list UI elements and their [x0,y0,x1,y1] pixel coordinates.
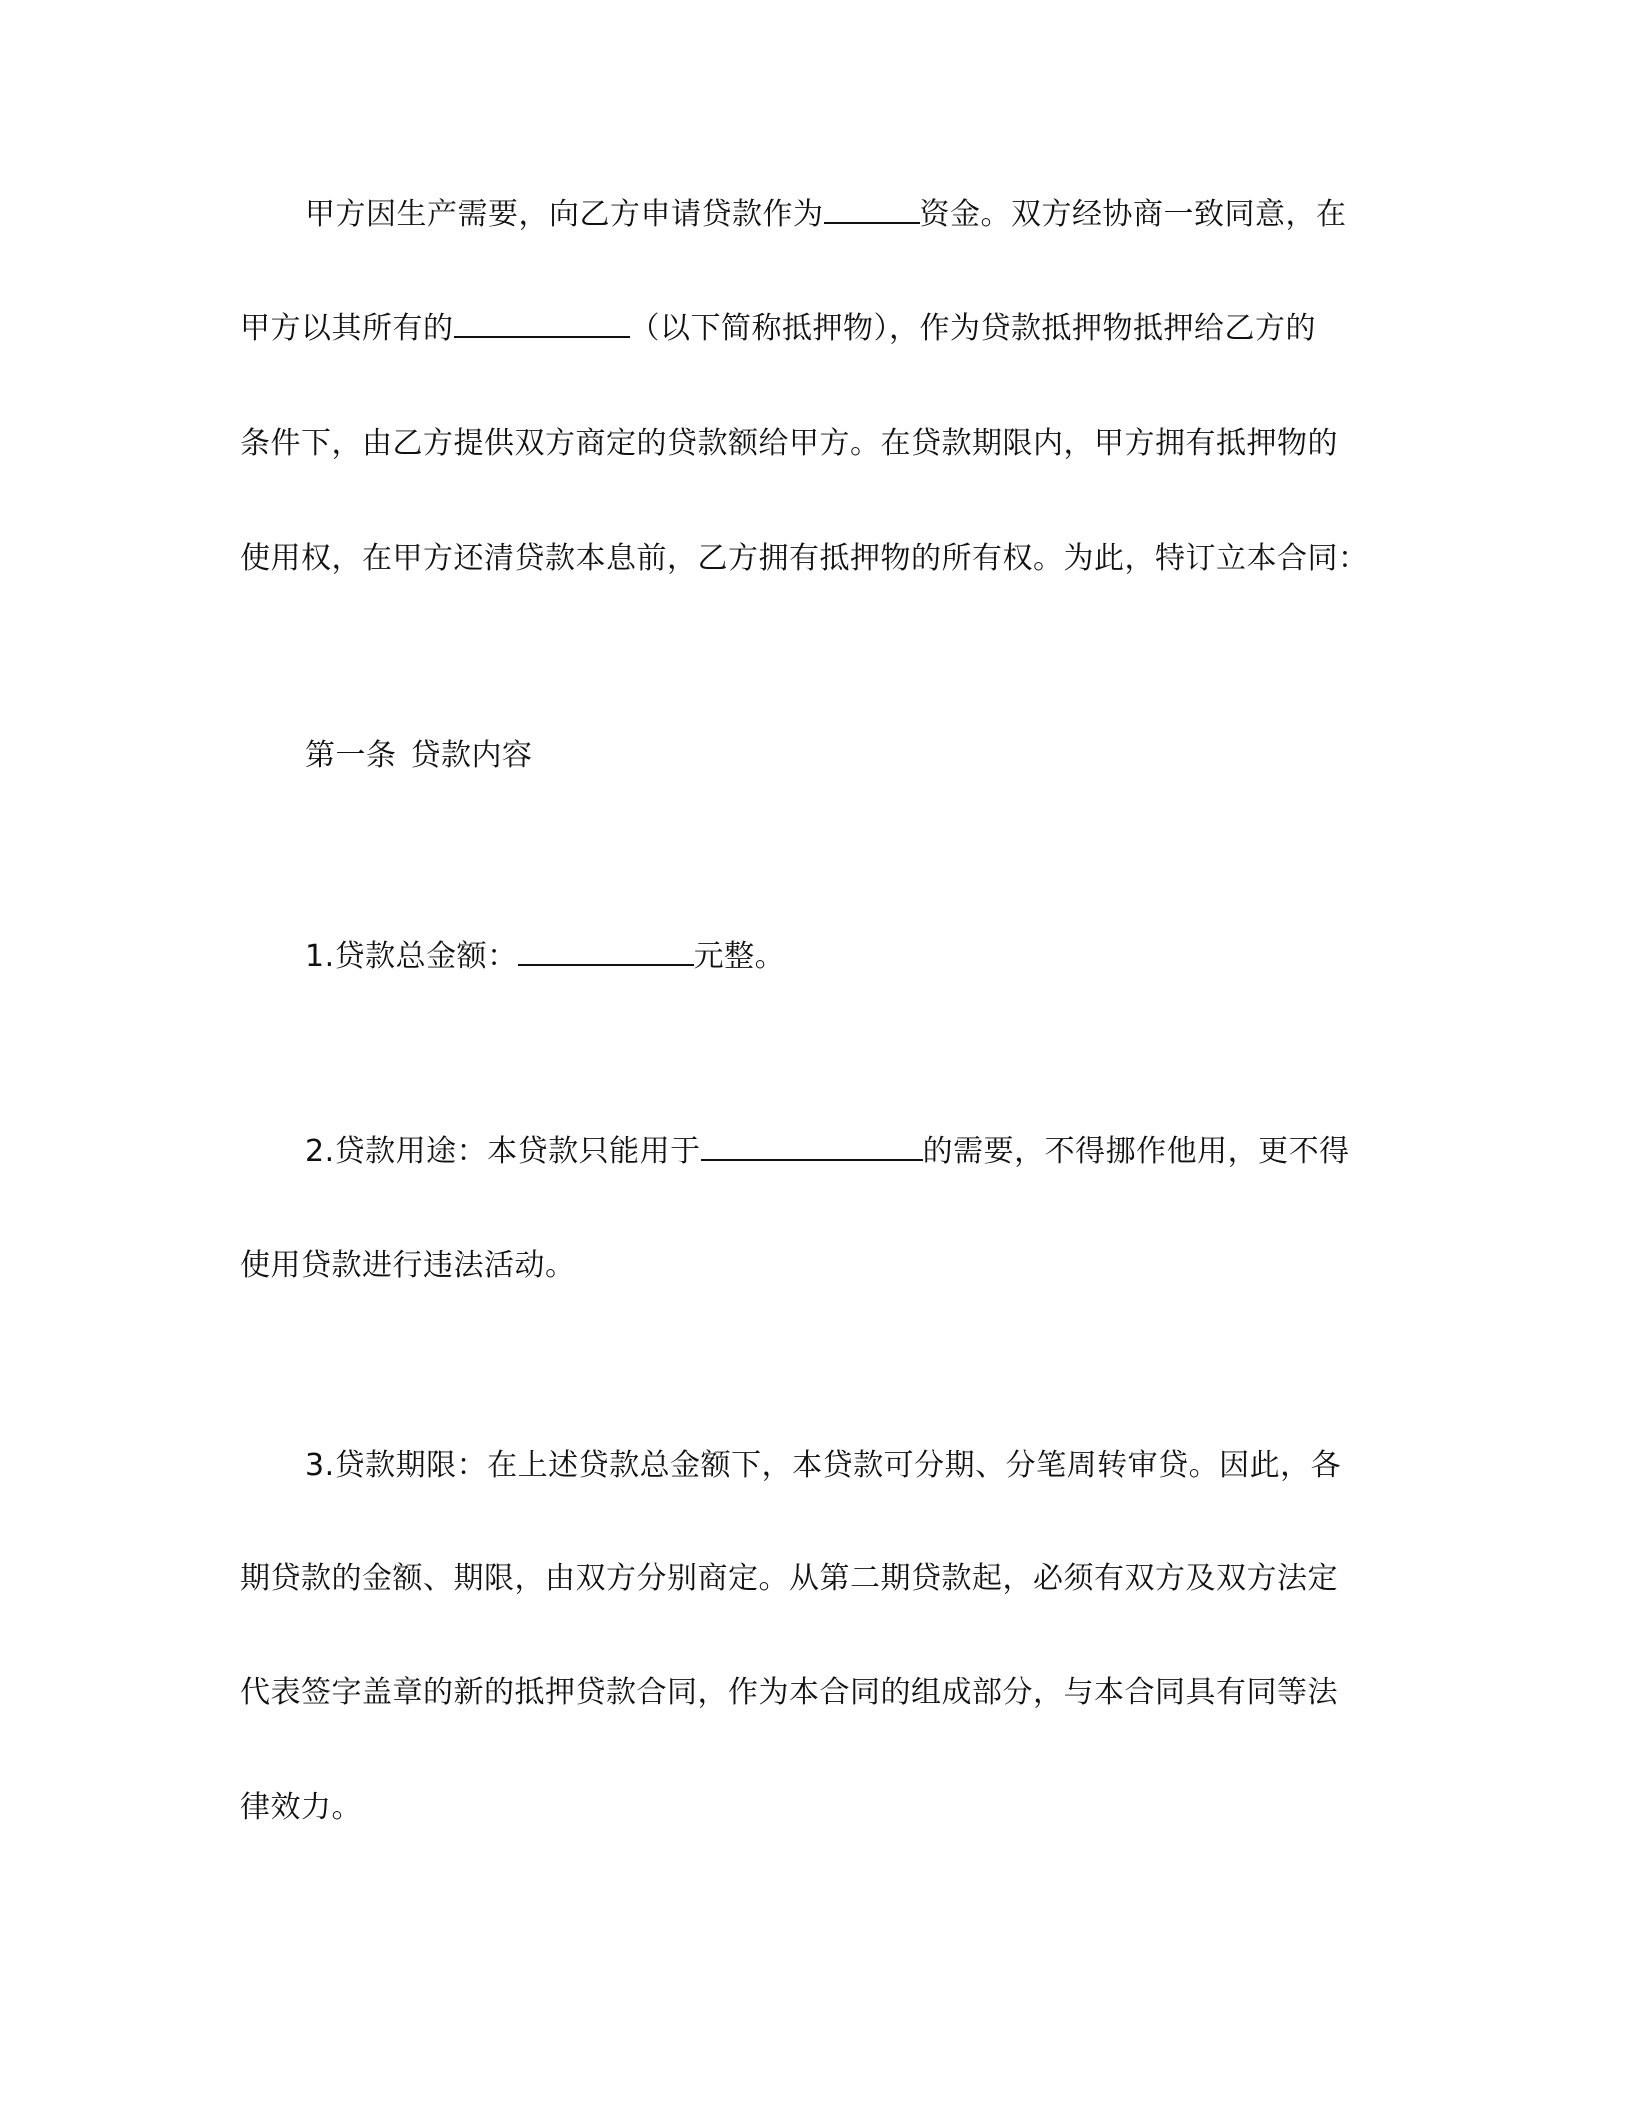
intro-line-2-text-a: 甲方以其所有的 [240,311,454,346]
article-1-heading [305,736,1455,776]
item-1-suffix: 元整。 [693,939,786,974]
intro-line-1-text-b: 资金。双方经协商一致同意，在 [919,197,1347,232]
intro-line-1-text-a: 甲方因生产需要，向乙方申请贷款作为 [305,197,824,232]
loan-use-blank [701,1133,923,1161]
collateral-blank [454,310,630,338]
item-1-label: 1.贷款总金额： [305,939,518,974]
article-1-number: 第一条 [305,738,397,773]
item-3-line-2: 期贷款的金额、期限，由双方分别商定。从第二期贷款起，必须有双方及双方法定 [240,1561,1338,1596]
item-3-line-3: 代表签字盖章的新的抵押贷款合同，作为本合同的组成部分，与本合同具有同等法 [240,1675,1338,1710]
item-2-line-2: 使用贷款进行违法活动。 [240,1248,576,1283]
intro-line-1 [305,195,1455,235]
item-3-line-4: 律效力。 [240,1790,362,1825]
intro-line-2 [240,309,1390,349]
item-2-line-1-text-b: 的需要，不得挪作他用，更不得 [922,1134,1350,1169]
item-1-total-amount [305,937,1455,977]
fund-purpose-blank [824,196,920,224]
item-2-line-1 [305,1132,1455,1172]
item-3-line-1: 3.贷款期限：在上述贷款总金额下，本贷款可分期、分笔周转审贷。因此，各 [305,1448,1342,1483]
article-1-title: 贷款内容 [410,738,533,773]
intro-line-2-text-b: （以下简称抵押物），作为贷款抵押物抵押给乙方的 [629,311,1316,346]
total-amount-blank [518,938,694,966]
intro-line-3: 条件下，由乙方提供双方商定的贷款额给甲方。在贷款期限内，甲方拥有抵押物的 [240,426,1338,461]
intro-line-4: 使用权，在甲方还清贷款本息前，乙方拥有抵押物的所有权。为此，特订立本合同： [240,541,1369,576]
item-2-line-1-text-a: 2.贷款用途：本贷款只能用于 [305,1134,701,1169]
